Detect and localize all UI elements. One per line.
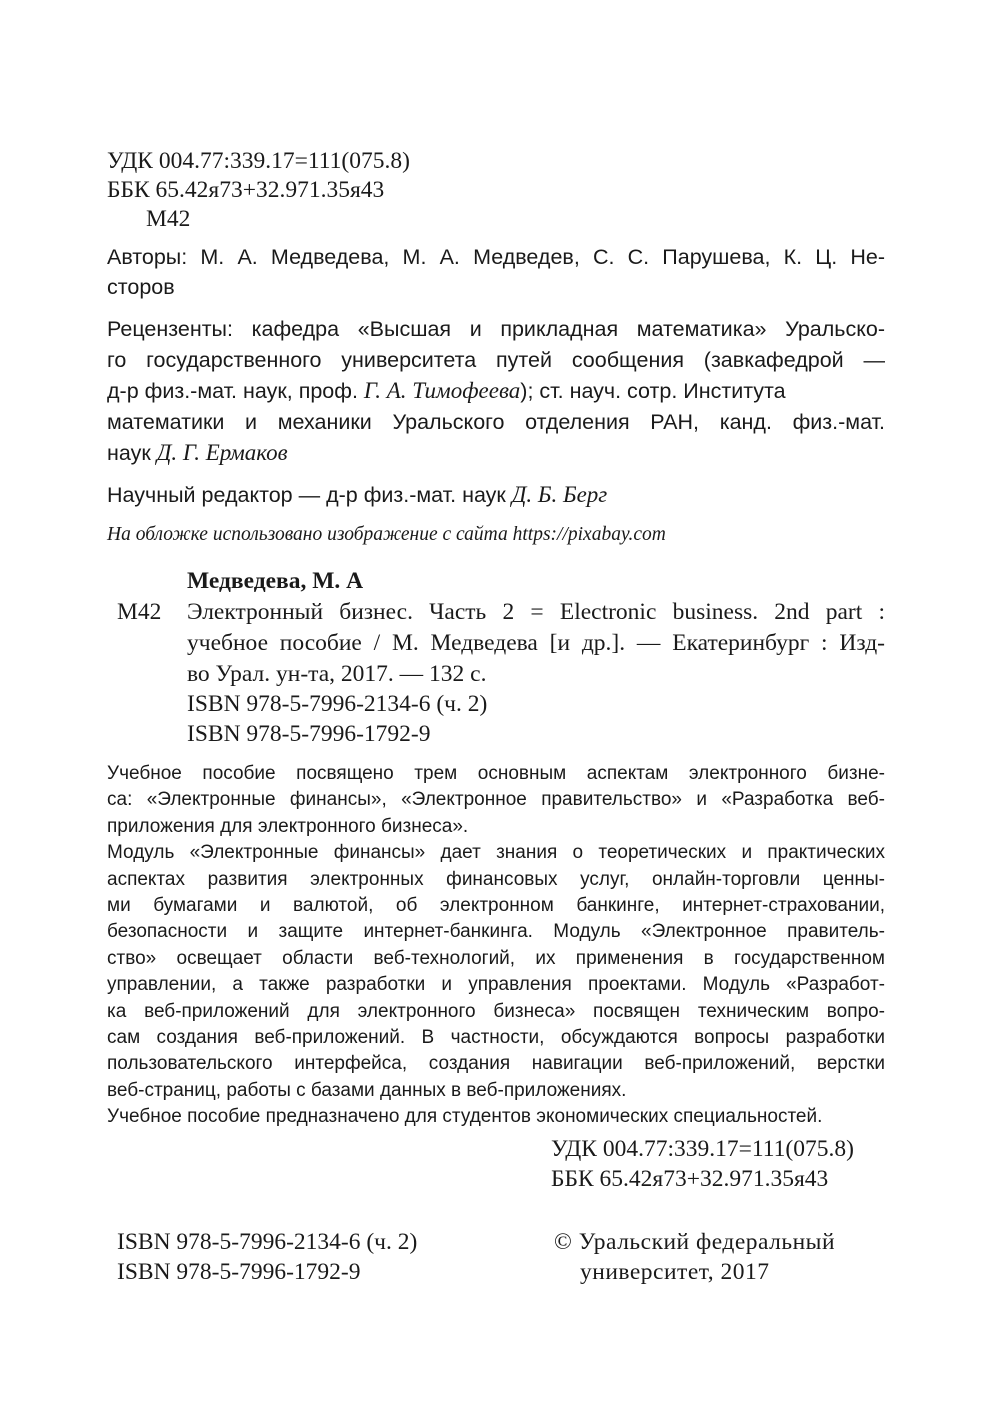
header-code: М42 (146, 206, 191, 232)
card-isbn-1: ISBN 978-5-7996-2134-6 (ч. 2) (187, 691, 488, 717)
annotation-line: Учебное пособие посвящено трем основным аспектам электронного бизне- (107, 763, 885, 784)
card-code: М42 (117, 599, 162, 625)
card-line-2: учебное пособие / М. Медведева [и др.]. — Екатеринбург : Изд- (187, 630, 885, 656)
header-udk: УДК 004.77:339.17=111(075.8) (107, 148, 410, 174)
reviewers-line-2: го государственного университета путей сообщения (завкафедрой — (107, 348, 885, 372)
annotation-line: веб-страниц, работы с базами данных в веб-приложениях. (107, 1079, 627, 1101)
annotation-line: безопасности и защите интернет-банкинга. Модуль «Электронное правитель- (107, 921, 885, 943)
annotation-line: Модуль «Электронные финансы» дает знания о теоретических и практических (107, 842, 885, 864)
bottom-isbn-2: ISBN 978-5-7996-1792-9 (117, 1259, 361, 1285)
authors-line-2: сторов (107, 275, 175, 299)
card-line-1: Электронный бизнес. Часть 2 = Electronic business. 2nd part : (187, 599, 885, 625)
annotation-line: са: «Электронные финансы», «Электронное правительство» и «Разработка веб- (107, 789, 885, 811)
reviewer-name-ermakov: Д. Г. Ермаков (156, 440, 288, 465)
editor-line (107, 480, 607, 510)
editor-text: Научный редактор — д-р физ.-мат. наук (107, 483, 512, 507)
reviewers-line-1: Рецензенты: кафедра «Высшая и прикладная математика» Уральско- (107, 317, 885, 341)
annotation-line: ство» освещает области веб-технологий, их применения в государственном (107, 947, 885, 969)
card-isbn-2: ISBN 978-5-7996-1792-9 (187, 721, 431, 747)
reviewers-line-3-text-b: ); ст. науч. сотр. Института (520, 379, 786, 403)
annotation-line: Учебное пособие предназначено для студентов экономических специальностей. (107, 1106, 823, 1128)
annotation-line: управлении, а также разработки и управления проектами. Модуль «Разработ- (107, 974, 885, 996)
cover-note: На обложке использовано изображение с сайта https://pixabay.com (107, 524, 666, 545)
reviewer-name-timofeev: Г. А. Тимофеева (363, 378, 521, 403)
reviewers-line-5-text: наук (107, 441, 157, 465)
card-line-3: во Урал. ун-та, 2017. — 132 с. (187, 661, 487, 687)
card-author: Медведева, М. А (187, 568, 364, 594)
annotation-line: сам создания веб-приложений. В частности, обсуждаются вопросы разработки (107, 1027, 885, 1048)
annotation-udk: УДК 004.77:339.17=111(075.8) (551, 1136, 854, 1162)
copyright-line-1: © Уральский федеральный (554, 1229, 836, 1255)
annotation-line: пользовательского интерфейса, создания навигации веб-приложений, верстки (107, 1053, 885, 1075)
bottom-isbn-1: ISBN 978-5-7996-2134-6 (ч. 2) (117, 1229, 418, 1255)
annotation-line: ми бумагами и валютой, об электронном банкинге, интернет-страховании, (107, 895, 885, 916)
annotation-line: ка веб-приложений для электронного бизнеса» посвящен техническим вопро- (107, 1000, 885, 1022)
header-bbk: ББК 65.42я73+32.971.35я43 (107, 177, 385, 203)
copyright-line-2: университет, 2017 (580, 1259, 770, 1285)
reviewers-line-3-text-a: д-р физ.-мат. наук, проф. (107, 379, 364, 403)
reviewers-line-3 (107, 376, 885, 406)
reviewers-line-5 (107, 438, 288, 468)
annotation-line: приложения для электронного бизнеса». (107, 815, 469, 837)
editor-name: Д. Б. Берг (511, 482, 608, 507)
authors-line-1: Авторы: М. А. Медведева, М. А. Медведев, С. С. Парушева, К. Ц. Не- (107, 245, 885, 269)
reviewers-line-4: математики и механики Уральского отделения РАН, канд. физ.-мат. (107, 410, 885, 434)
annotation-bbk: ББК 65.42я73+32.971.35я43 (551, 1166, 829, 1192)
annotation-line: аспектах развития электронных финансовых услуг, онлайн-торговли ценны- (107, 868, 885, 890)
